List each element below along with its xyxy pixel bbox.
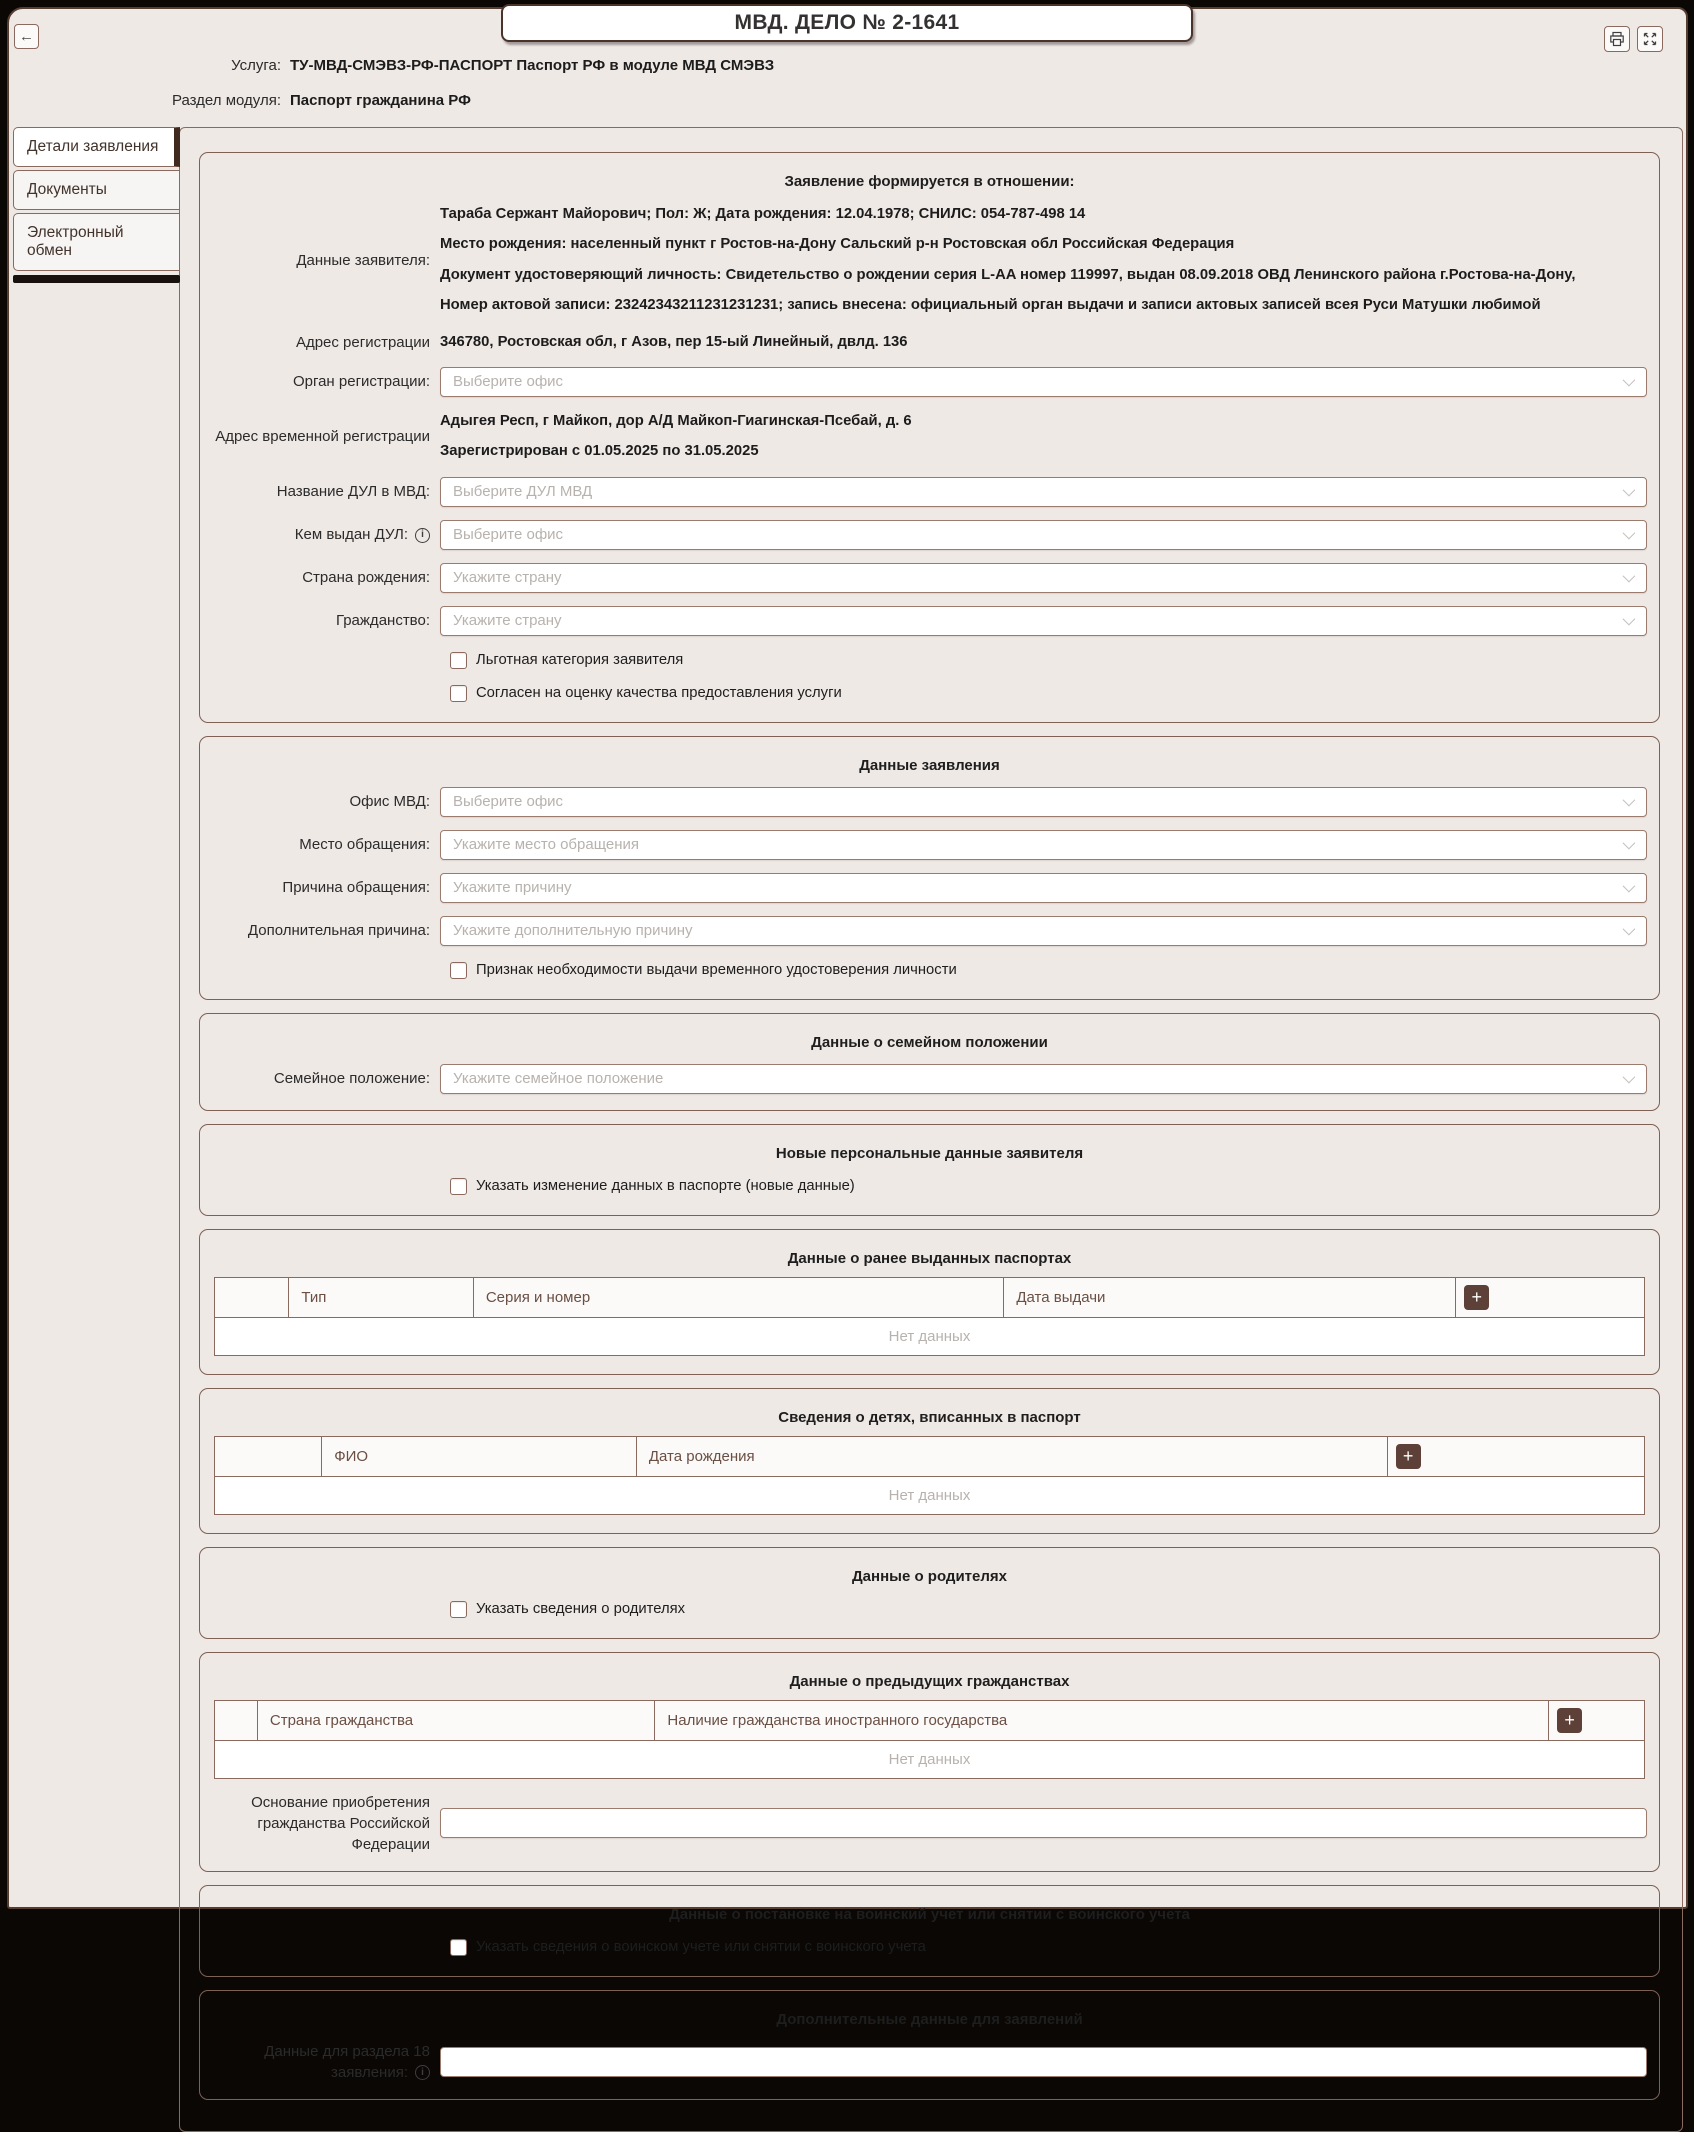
column-header-type: Тип [289, 1277, 473, 1317]
section-previous-citizenships [199, 1652, 1660, 1872]
dul-issuer-row [212, 520, 1647, 550]
service-value: ТУ-МВД-СМЭВЗ-РФ-ПАСПОРТ Паспорт РФ в модуле МВД СМЭВЗ [290, 57, 775, 74]
module-label: Раздел модуля: [171, 92, 281, 109]
column-header-series-number: Серия и номер [473, 1277, 1004, 1317]
back-button[interactable] [14, 24, 39, 49]
tabs-divider [13, 275, 180, 283]
application-place-select[interactable] [440, 830, 1647, 860]
section-military [199, 1885, 1660, 1977]
tab-electronic-exchange[interactable]: Электронный обмен [13, 213, 180, 271]
citizenship-basis-row [212, 1792, 1647, 1855]
chevron-down-icon [1623, 836, 1636, 849]
section-parents [199, 1547, 1660, 1639]
registration-office-row [212, 367, 1647, 397]
extra-reason-placeholder: Укажите дополнительную причину [453, 922, 693, 940]
marital-status-row [212, 1064, 1647, 1094]
citizenship-placeholder: Укажите страну [453, 612, 562, 630]
chevron-down-icon [1623, 483, 1636, 496]
new-data-label: Указать изменение данных в паспорте (новые данные) [476, 1178, 855, 1195]
quality-consent-checkbox[interactable] [450, 685, 467, 702]
applicant-line: Место рождения: населенный пункт г Ростов-на-Дону Сальский р-н Ростовская обл Российская Федерация [440, 236, 1235, 253]
citizenship-select[interactable] [440, 606, 1647, 636]
previous-passports-title: Данные о ранее выданных паспортах [787, 1249, 1072, 1267]
column-header-citizenship-country: Страна гражданства [257, 1700, 655, 1740]
section-new-personal-data [199, 1124, 1660, 1216]
application-reason-select[interactable] [440, 873, 1647, 903]
section18-input[interactable] [440, 2047, 1647, 2077]
no-data-row: Нет данных [215, 1476, 1645, 1514]
marital-status-label: Семейное положение: [273, 1070, 430, 1088]
column-header-empty [215, 1700, 258, 1740]
parents-row [450, 1601, 1647, 1618]
previous-citizenships-title: Данные о предыдущих гражданствах [789, 1672, 1070, 1690]
new-data-checkbox[interactable] [450, 1178, 467, 1195]
applicant-line: Номер актовой записи: 23242343211231231231; запись внесена: официальный орган выдачи и записи актовых записей всея Руси Матушки любимой [440, 297, 1541, 314]
military-checkbox[interactable] [450, 1939, 467, 1956]
extra-reason-label: Дополнительная причина: [247, 922, 430, 940]
temp-id-checkbox[interactable] [450, 962, 467, 979]
new-personal-data-title: Новые персональные данные заявителя [775, 1144, 1084, 1162]
military-row [450, 1939, 1647, 1956]
no-data-row: Нет данных [215, 1740, 1645, 1778]
sidebar-tabs [9, 127, 180, 283]
previous-passports-table [214, 1277, 1645, 1356]
dul-issuer-select[interactable] [440, 520, 1647, 550]
dul-issuer-label: Кем выдан ДУЛ: i [212, 524, 440, 545]
temp-id-row [450, 962, 1647, 979]
birth-country-label: Страна рождения: [302, 569, 430, 587]
printer-icon [1609, 31, 1625, 47]
birth-country-row [212, 563, 1647, 593]
temp-address-period: Зарегистрирован с 01.05.2025 по 31.05.2025 [440, 443, 759, 460]
application-place-row [212, 830, 1647, 860]
section-previous-passports [199, 1229, 1660, 1375]
applicant-data-row [212, 203, 1647, 318]
tab-application-details[interactable]: Детали заявления [13, 127, 180, 167]
service-label: Услуга: [231, 57, 281, 74]
parents-title: Данные о родителях [852, 1567, 1007, 1585]
marital-status-title: Данные о семейном положении [811, 1033, 1048, 1051]
registration-office-label: Орган регистрации: [292, 373, 430, 391]
chevron-down-icon [1623, 569, 1636, 582]
section-application-data [199, 736, 1660, 1000]
citizenship-label: Гражданство: [335, 612, 430, 630]
application-reason-label: Причина обращения: [282, 879, 430, 897]
chevron-down-icon [1623, 922, 1636, 935]
additional-data-title: Дополнительные данные для заявлений [776, 2010, 1083, 2028]
applicant-line: Тараба Сержант Майорович; Пол: Ж; Дата рождения: 12.04.1978; СНИЛС: 054-787-498 14 [440, 206, 1086, 222]
marital-status-select[interactable] [440, 1064, 1647, 1094]
application-reason-placeholder: Укажите причину [453, 879, 572, 897]
section18-row [212, 2041, 1647, 2083]
registration-address-row [212, 331, 1647, 354]
mvd-office-select[interactable] [440, 787, 1647, 817]
dul-name-row [212, 477, 1647, 507]
section-children [199, 1388, 1660, 1534]
temp-address-value: Адыгея Респ, г Майкоп, дор А/Д Майкоп-Гиагинская-Псебай, д. 6 [440, 412, 912, 429]
extra-reason-select[interactable] [440, 916, 1647, 946]
column-header-birth-date: Дата рождения [636, 1436, 1387, 1476]
applicant-data-label: Данные заявителя: [296, 251, 430, 269]
registration-office-select[interactable] [440, 367, 1647, 397]
section-marital-status [199, 1013, 1660, 1111]
dul-name-select[interactable] [440, 477, 1647, 507]
dul-name-label: Название ДУЛ в МВД: [276, 483, 430, 501]
citizenship-basis-label: Основание приобретения гражданства Российской Федерации [251, 1793, 430, 1853]
mvd-office-label: Офис МВД: [349, 793, 430, 811]
no-data-row: Нет данных [215, 1317, 1645, 1355]
chevron-down-icon [1623, 612, 1636, 625]
military-title: Данные о постановке на воинский учет или снятии с воинского учета [669, 1905, 1190, 1923]
application-place-placeholder: Укажите место обращения [453, 836, 639, 854]
privileged-category-row [450, 652, 1647, 669]
module-row [9, 92, 1686, 109]
info-icon[interactable]: i [415, 528, 430, 543]
applicant-data-value [440, 203, 1647, 318]
app-window [7, 7, 1688, 2081]
back-arrow-icon: ← [19, 28, 34, 45]
parents-checkbox[interactable] [450, 1601, 467, 1618]
add-passport-button[interactable]: + [1464, 1285, 1489, 1310]
add-child-button[interactable]: + [1396, 1444, 1421, 1469]
new-data-row [450, 1178, 1647, 1195]
citizenships-table [214, 1700, 1645, 1779]
module-value: Паспорт гражданина РФ [290, 92, 471, 109]
birth-country-placeholder: Укажите страну [453, 569, 562, 587]
birth-country-select[interactable] [440, 563, 1647, 593]
tab-documents[interactable]: Документы [13, 170, 180, 210]
section-additional-data [199, 1990, 1660, 2100]
children-table [214, 1436, 1645, 1515]
chevron-down-icon [1623, 1070, 1636, 1083]
applicant-line: Документ удостоверяющий личность: Свидетельство о рождении серия L-AA номер 119997, выдан 08.09.2018 ОВД Ленинского района г.Ростова-на-Дону, [440, 266, 1576, 283]
temp-address-row [212, 410, 1647, 464]
application-details-panel [179, 127, 1683, 2132]
mvd-office-row [212, 787, 1647, 817]
column-header-fio: ФИО [322, 1436, 637, 1476]
children-title: Сведения о детях, вписанных в паспорт [778, 1408, 1081, 1426]
registration-office-placeholder: Выберите офис [453, 373, 564, 391]
military-label: Указать сведения о воинском учете или снятии с воинского учета [476, 1939, 926, 1956]
registration-address-label: Адрес регистрации [295, 333, 430, 351]
privileged-category-checkbox[interactable] [450, 652, 467, 669]
applicant-section-header: Заявление формируется в отношении: [784, 173, 1075, 190]
column-header-empty [215, 1436, 322, 1476]
application-reason-row [212, 873, 1647, 903]
extra-reason-row [212, 916, 1647, 946]
citizenship-row [212, 606, 1647, 636]
service-row [9, 57, 1686, 74]
privileged-category-label: Льготная категория заявителя [476, 652, 684, 669]
chevron-down-icon [1623, 879, 1636, 892]
registration-address-value: 346780, Ростовская обл, г Азов, пер 15-ый Линейный, двлд. 136 [440, 333, 908, 350]
marital-status-placeholder: Укажите семейное положение [453, 1070, 664, 1088]
expand-icon [1643, 32, 1657, 46]
quality-consent-row [450, 685, 1647, 702]
mvd-office-placeholder: Выберите офис [453, 793, 564, 811]
column-header-foreign-citizenship: Наличие гражданства иностранного государства [655, 1700, 1549, 1740]
info-icon[interactable]: i [415, 2065, 430, 2080]
column-header-issue-date: Дата выдачи [1004, 1277, 1456, 1317]
parents-label: Указать сведения о родителях [476, 1601, 686, 1618]
fullscreen-button[interactable] [1637, 26, 1663, 52]
section18-label: Данные для раздела 18 заявления: i [264, 2042, 430, 2081]
chevron-down-icon [1623, 374, 1636, 387]
dul-name-placeholder: Выберите ДУЛ МВД [453, 483, 593, 501]
add-citizenship-button[interactable]: + [1557, 1708, 1582, 1733]
temp-id-label: Признак необходимости выдачи временного удостоверения личности [476, 962, 957, 979]
application-data-title: Данные заявления [859, 756, 1000, 774]
citizenship-basis-input[interactable] [440, 1808, 1647, 1838]
column-header-empty [215, 1277, 289, 1317]
dul-issuer-placeholder: Выберите офис [453, 526, 564, 544]
print-button[interactable] [1604, 26, 1630, 52]
application-place-label: Место обращения: [299, 836, 430, 854]
temp-address-label: Адрес временной регистрации [215, 428, 430, 446]
chevron-down-icon [1623, 526, 1636, 539]
chevron-down-icon [1623, 793, 1636, 806]
page-title: МВД. ДЕЛО № 2-1641 [501, 4, 1193, 42]
section-applicant [199, 152, 1660, 723]
quality-consent-label: Согласен на оценку качества предоставления услуги [476, 685, 842, 702]
